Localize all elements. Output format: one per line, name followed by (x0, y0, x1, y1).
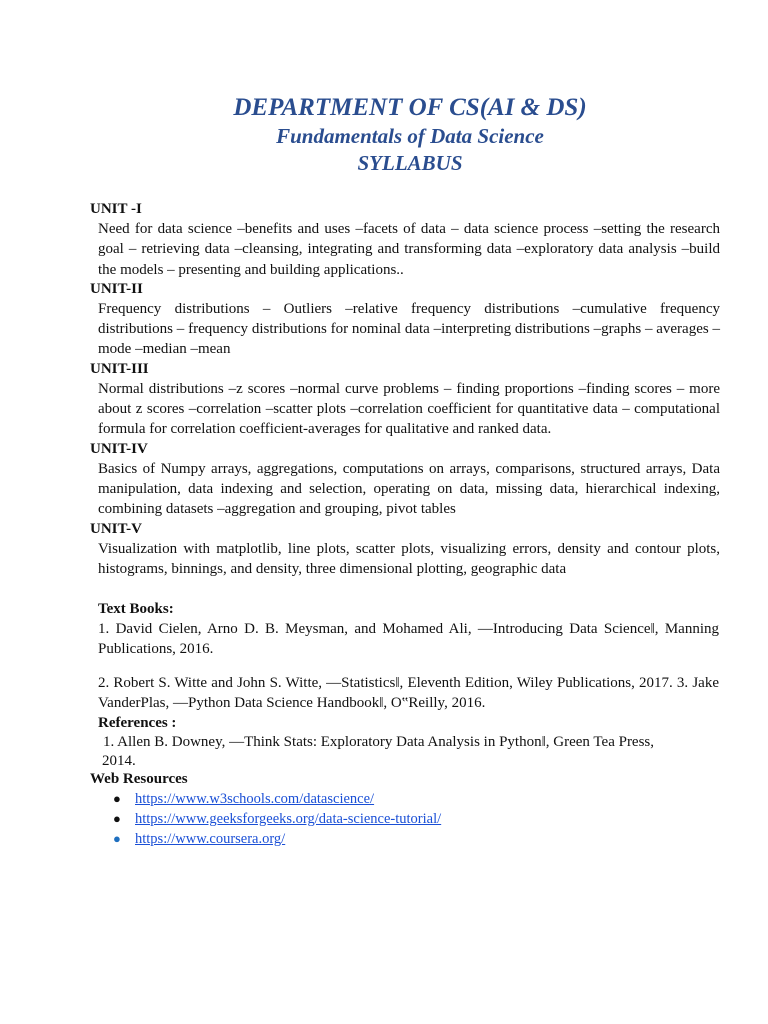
reference-1: 1. Allen B. Downey, ―Think Stats: Exploratory Data Analysis in Python‖, Green Tea Press, (103, 734, 655, 750)
web-resources-label: Web Resources (90, 771, 188, 787)
web-resources-section (90, 769, 720, 849)
web-resources-list (90, 789, 720, 849)
text-books-label: Text Books: (98, 601, 174, 617)
unit-3-body: Normal distributions –z scores –normal curve problems – finding proportions –finding scores – more about z scores –correlation –scatter plots –correlation coefficient for quantitative data – computational formula for correlation coefficient-averages for qualitative and ranked data. (98, 380, 720, 438)
unit-1-title: UNIT -I (90, 201, 142, 217)
web-link-coursera[interactable]: https://www.coursera.org/ (135, 831, 286, 847)
unit-1-body: Need for data science –benefits and uses –facets of data – data science process –setting the research goal – retrieving data –cleansing, integrating and transforming data –exploratory data analysis –build the models – presenting and building applications.. (98, 221, 720, 278)
list-item (90, 829, 720, 849)
unit-3-title: UNIT-III (90, 360, 149, 377)
unit-2-body: Frequency distributions – Outliers –relative frequency distributions –cumulative frequency distributions – frequency distributions for nominal data –interpreting distributions –graphs – averages –mode –median –mean (98, 300, 720, 358)
units-section (90, 200, 720, 579)
department-title: DEPARTMENT OF CS(AI & DS) (233, 94, 587, 121)
text-book-1: 1. David Cielen, Arno D. B. Meysman, and Mohamed Ali, ―Introducing Data Science‖, Manning Publications, 2016. (98, 621, 719, 657)
web-link-geeksforgeeks[interactable]: https://www.geeksforgeeks.org/data-science-tutorial/ (135, 811, 442, 827)
list-item (90, 789, 720, 809)
web-link-w3schools[interactable]: https://www.w3schools.com/datascience/ (135, 791, 375, 807)
reference-1-year: 2014. (102, 753, 136, 769)
bullet-icon: ● (113, 831, 121, 846)
document-header (0, 93, 768, 177)
syllabus-title: SYLLABUS (357, 151, 463, 175)
references-label: References : (98, 715, 177, 731)
text-book-2-block (98, 673, 719, 713)
course-title: Fundamentals of Data Science (276, 124, 544, 148)
text-book-2: 2. Robert S. Witte and John S. Witte, ―Statistics‖, Eleventh Edition, Wiley Publications, 2017. 3. Jake VanderPlas, ―Python Data Science Handbook‖, O‟Reilly, 2016. (98, 675, 719, 711)
bullet-icon: ● (113, 811, 121, 826)
unit-4-body: Basics of Numpy arrays, aggregations, computations on arrays, comparisons, structured arrays, Data manipulation, data indexing and selection, operating on data, missing data, hierarchical indexing, combining datasets –aggregation and grouping, pivot tables (98, 460, 720, 518)
unit-5-body: Visualization with matplotlib, line plots, scatter plots, visualizing errors, density and contour plots, histograms, binnings, and density, three dimensional plotting, geographic data (98, 540, 720, 577)
unit-4-title: UNIT-IV (90, 440, 148, 457)
references-section (98, 713, 719, 771)
list-item (90, 809, 720, 829)
unit-2-title: UNIT-II (90, 280, 143, 297)
unit-5-title: UNIT-V (90, 520, 142, 537)
bullet-icon: ● (113, 791, 121, 806)
text-books-section (98, 599, 719, 659)
